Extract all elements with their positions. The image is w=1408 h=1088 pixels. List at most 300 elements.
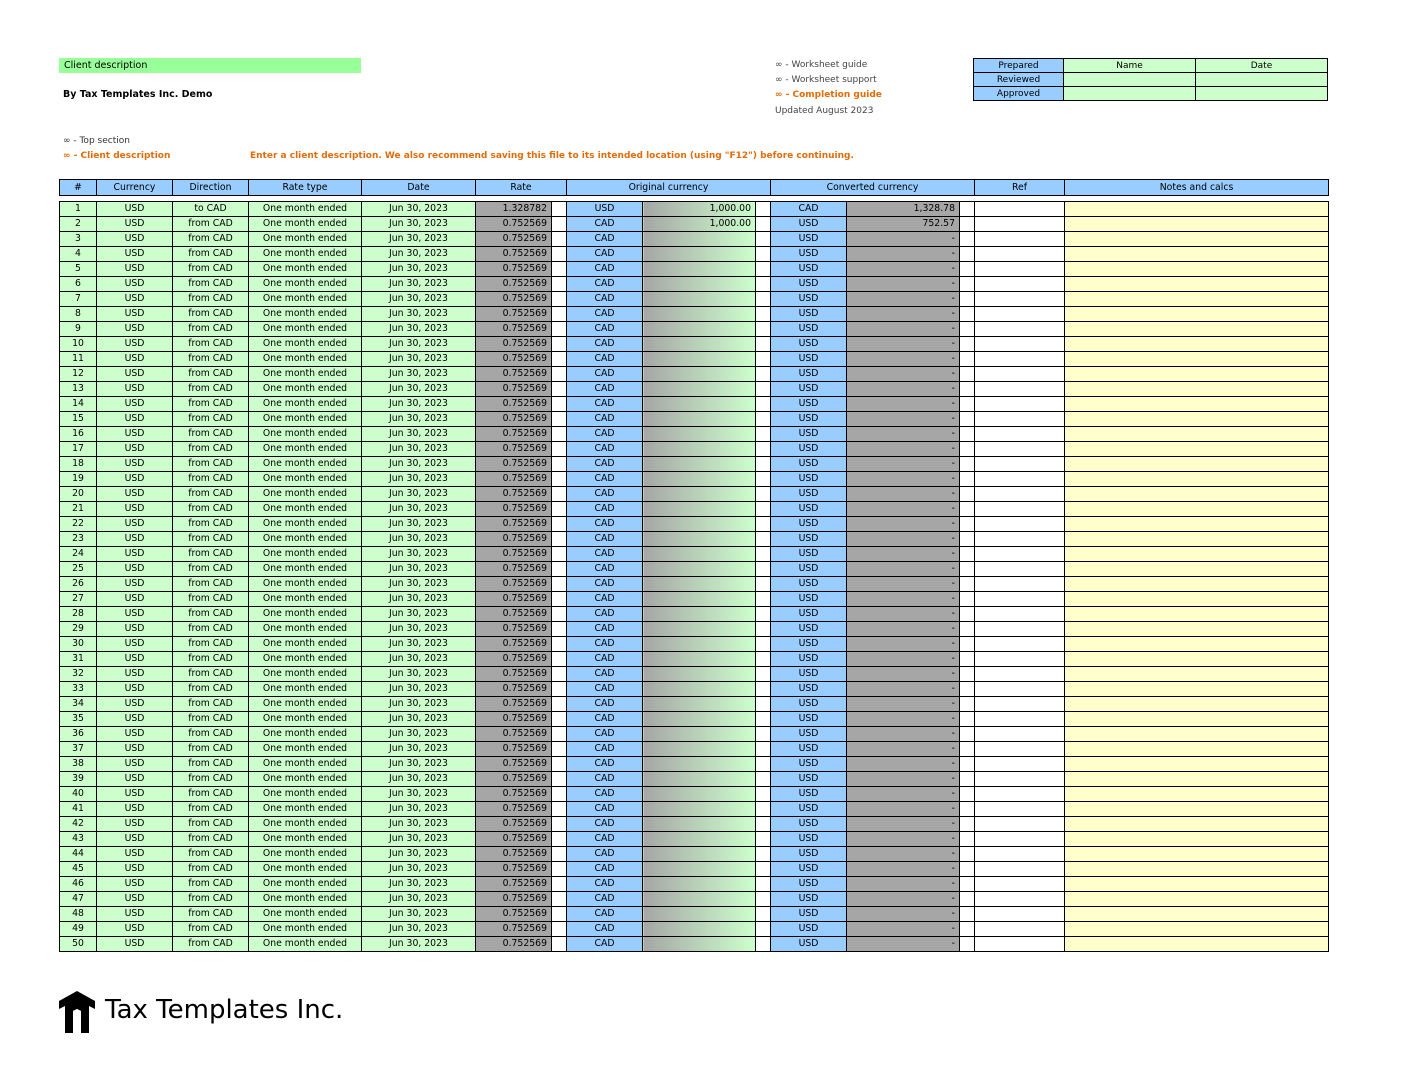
original-amount-cell[interactable]: [643, 697, 756, 712]
currency-cell[interactable]: USD: [97, 592, 173, 607]
date-cell[interactable]: Jun 30, 2023: [362, 922, 476, 937]
direction-cell[interactable]: from CAD: [173, 772, 249, 787]
original-amount-cell[interactable]: [643, 472, 756, 487]
direction-cell[interactable]: from CAD: [173, 787, 249, 802]
notes-cell[interactable]: [1065, 622, 1329, 637]
direction-cell[interactable]: from CAD: [173, 547, 249, 562]
currency-cell[interactable]: USD: [97, 712, 173, 727]
rate-type-cell[interactable]: One month ended: [249, 712, 362, 727]
original-amount-cell[interactable]: [643, 247, 756, 262]
currency-cell[interactable]: USD: [97, 652, 173, 667]
notes-cell[interactable]: [1065, 637, 1329, 652]
rate-type-cell[interactable]: One month ended: [249, 472, 362, 487]
worksheet-support-link[interactable]: ∞ - Worksheet support: [775, 75, 877, 85]
original-amount-cell[interactable]: [643, 667, 756, 682]
date-cell[interactable]: Jun 30, 2023: [362, 457, 476, 472]
date-cell[interactable]: Jun 30, 2023: [362, 802, 476, 817]
signoff-approved-name[interactable]: [1064, 87, 1196, 101]
direction-cell[interactable]: from CAD: [173, 652, 249, 667]
rate-type-cell[interactable]: One month ended: [249, 232, 362, 247]
direction-cell[interactable]: from CAD: [173, 877, 249, 892]
currency-cell[interactable]: USD: [97, 247, 173, 262]
currency-cell[interactable]: USD: [97, 742, 173, 757]
original-amount-cell[interactable]: [643, 487, 756, 502]
direction-cell[interactable]: from CAD: [173, 247, 249, 262]
currency-cell[interactable]: USD: [97, 937, 173, 952]
original-amount-cell[interactable]: [643, 382, 756, 397]
date-cell[interactable]: Jun 30, 2023: [362, 847, 476, 862]
date-cell[interactable]: Jun 30, 2023: [362, 517, 476, 532]
currency-cell[interactable]: USD: [97, 397, 173, 412]
rate-type-cell[interactable]: One month ended: [249, 337, 362, 352]
date-cell[interactable]: Jun 30, 2023: [362, 337, 476, 352]
completion-guide-link[interactable]: ∞ - Completion guide: [775, 90, 882, 100]
original-amount-cell[interactable]: [643, 517, 756, 532]
ref-cell[interactable]: [975, 697, 1065, 712]
currency-cell[interactable]: USD: [97, 802, 173, 817]
date-cell[interactable]: Jun 30, 2023: [362, 292, 476, 307]
original-amount-cell[interactable]: [643, 412, 756, 427]
notes-cell[interactable]: [1065, 712, 1329, 727]
direction-cell[interactable]: from CAD: [173, 217, 249, 232]
direction-cell[interactable]: from CAD: [173, 532, 249, 547]
notes-cell[interactable]: [1065, 697, 1329, 712]
date-cell[interactable]: Jun 30, 2023: [362, 367, 476, 382]
direction-cell[interactable]: from CAD: [173, 307, 249, 322]
ref-cell[interactable]: [975, 562, 1065, 577]
notes-cell[interactable]: [1065, 802, 1329, 817]
original-amount-cell[interactable]: [643, 787, 756, 802]
date-cell[interactable]: Jun 30, 2023: [362, 307, 476, 322]
direction-cell[interactable]: from CAD: [173, 682, 249, 697]
currency-cell[interactable]: USD: [97, 277, 173, 292]
ref-cell[interactable]: [975, 247, 1065, 262]
date-cell[interactable]: Jun 30, 2023: [362, 817, 476, 832]
original-amount-cell[interactable]: [643, 682, 756, 697]
currency-cell[interactable]: USD: [97, 697, 173, 712]
notes-cell[interactable]: [1065, 202, 1329, 217]
rate-type-cell[interactable]: One month ended: [249, 277, 362, 292]
direction-cell[interactable]: from CAD: [173, 457, 249, 472]
date-cell[interactable]: Jun 30, 2023: [362, 907, 476, 922]
original-amount-cell[interactable]: [643, 232, 756, 247]
ref-cell[interactable]: [975, 772, 1065, 787]
date-cell[interactable]: Jun 30, 2023: [362, 382, 476, 397]
date-cell[interactable]: Jun 30, 2023: [362, 532, 476, 547]
date-cell[interactable]: Jun 30, 2023: [362, 622, 476, 637]
ref-cell[interactable]: [975, 847, 1065, 862]
original-amount-cell[interactable]: [643, 712, 756, 727]
ref-cell[interactable]: [975, 922, 1065, 937]
ref-cell[interactable]: [975, 472, 1065, 487]
ref-cell[interactable]: [975, 712, 1065, 727]
direction-cell[interactable]: from CAD: [173, 667, 249, 682]
currency-cell[interactable]: USD: [97, 922, 173, 937]
currency-cell[interactable]: USD: [97, 262, 173, 277]
original-amount-cell[interactable]: [643, 772, 756, 787]
ref-cell[interactable]: [975, 382, 1065, 397]
currency-cell[interactable]: USD: [97, 772, 173, 787]
currency-cell[interactable]: USD: [97, 577, 173, 592]
ref-cell[interactable]: [975, 787, 1065, 802]
notes-cell[interactable]: [1065, 817, 1329, 832]
currency-cell[interactable]: USD: [97, 517, 173, 532]
rate-type-cell[interactable]: One month ended: [249, 637, 362, 652]
direction-cell[interactable]: from CAD: [173, 412, 249, 427]
ref-cell[interactable]: [975, 727, 1065, 742]
original-amount-cell[interactable]: [643, 262, 756, 277]
original-amount-cell[interactable]: [643, 292, 756, 307]
direction-cell[interactable]: from CAD: [173, 352, 249, 367]
direction-cell[interactable]: from CAD: [173, 367, 249, 382]
rate-type-cell[interactable]: One month ended: [249, 922, 362, 937]
rate-type-cell[interactable]: One month ended: [249, 607, 362, 622]
currency-cell[interactable]: USD: [97, 307, 173, 322]
date-cell[interactable]: Jun 30, 2023: [362, 892, 476, 907]
signoff-reviewed-date[interactable]: [1196, 73, 1328, 87]
original-amount-cell[interactable]: [643, 562, 756, 577]
ref-cell[interactable]: [975, 322, 1065, 337]
rate-type-cell[interactable]: One month ended: [249, 577, 362, 592]
original-amount-cell[interactable]: [643, 307, 756, 322]
ref-cell[interactable]: [975, 637, 1065, 652]
notes-cell[interactable]: [1065, 862, 1329, 877]
original-amount-cell[interactable]: [643, 337, 756, 352]
rate-type-cell[interactable]: One month ended: [249, 292, 362, 307]
date-cell[interactable]: Jun 30, 2023: [362, 832, 476, 847]
rate-type-cell[interactable]: One month ended: [249, 562, 362, 577]
rate-type-cell[interactable]: One month ended: [249, 442, 362, 457]
date-cell[interactable]: Jun 30, 2023: [362, 427, 476, 442]
notes-cell[interactable]: [1065, 877, 1329, 892]
original-amount-cell[interactable]: [643, 457, 756, 472]
direction-cell[interactable]: from CAD: [173, 607, 249, 622]
rate-type-cell[interactable]: One month ended: [249, 862, 362, 877]
currency-cell[interactable]: USD: [97, 427, 173, 442]
original-amount-cell[interactable]: [643, 502, 756, 517]
notes-cell[interactable]: [1065, 337, 1329, 352]
top-section-link[interactable]: ∞ - Top section: [63, 136, 130, 146]
direction-cell[interactable]: from CAD: [173, 292, 249, 307]
original-amount-cell[interactable]: [643, 727, 756, 742]
notes-cell[interactable]: [1065, 367, 1329, 382]
notes-cell[interactable]: [1065, 397, 1329, 412]
ref-cell[interactable]: [975, 547, 1065, 562]
rate-type-cell[interactable]: One month ended: [249, 262, 362, 277]
currency-cell[interactable]: USD: [97, 892, 173, 907]
rate-type-cell[interactable]: One month ended: [249, 772, 362, 787]
notes-cell[interactable]: [1065, 487, 1329, 502]
notes-cell[interactable]: [1065, 607, 1329, 622]
original-amount-cell[interactable]: [643, 322, 756, 337]
ref-cell[interactable]: [975, 337, 1065, 352]
date-cell[interactable]: Jun 30, 2023: [362, 862, 476, 877]
direction-cell[interactable]: from CAD: [173, 322, 249, 337]
notes-cell[interactable]: [1065, 727, 1329, 742]
rate-type-cell[interactable]: One month ended: [249, 802, 362, 817]
original-amount-cell[interactable]: [643, 607, 756, 622]
direction-cell[interactable]: from CAD: [173, 592, 249, 607]
original-amount-cell[interactable]: [643, 397, 756, 412]
date-cell[interactable]: Jun 30, 2023: [362, 712, 476, 727]
date-cell[interactable]: Jun 30, 2023: [362, 442, 476, 457]
date-cell[interactable]: Jun 30, 2023: [362, 352, 476, 367]
date-cell[interactable]: Jun 30, 2023: [362, 472, 476, 487]
rate-type-cell[interactable]: One month ended: [249, 892, 362, 907]
rate-type-cell[interactable]: One month ended: [249, 652, 362, 667]
notes-cell[interactable]: [1065, 262, 1329, 277]
notes-cell[interactable]: [1065, 787, 1329, 802]
original-amount-cell[interactable]: [643, 847, 756, 862]
original-amount-cell[interactable]: 1,000.00: [643, 202, 756, 217]
notes-cell[interactable]: [1065, 217, 1329, 232]
date-cell[interactable]: Jun 30, 2023: [362, 667, 476, 682]
direction-cell[interactable]: from CAD: [173, 472, 249, 487]
currency-cell[interactable]: USD: [97, 382, 173, 397]
ref-cell[interactable]: [975, 307, 1065, 322]
direction-cell[interactable]: from CAD: [173, 442, 249, 457]
rate-type-cell[interactable]: One month ended: [249, 412, 362, 427]
currency-cell[interactable]: USD: [97, 352, 173, 367]
direction-cell[interactable]: from CAD: [173, 817, 249, 832]
original-amount-cell[interactable]: [643, 277, 756, 292]
date-cell[interactable]: Jun 30, 2023: [362, 937, 476, 952]
direction-cell[interactable]: from CAD: [173, 517, 249, 532]
rate-type-cell[interactable]: One month ended: [249, 907, 362, 922]
direction-cell[interactable]: from CAD: [173, 262, 249, 277]
direction-cell[interactable]: from CAD: [173, 277, 249, 292]
original-amount-cell[interactable]: [643, 427, 756, 442]
rate-type-cell[interactable]: One month ended: [249, 427, 362, 442]
notes-cell[interactable]: [1065, 832, 1329, 847]
notes-cell[interactable]: [1065, 517, 1329, 532]
date-cell[interactable]: Jun 30, 2023: [362, 487, 476, 502]
direction-cell[interactable]: from CAD: [173, 382, 249, 397]
ref-cell[interactable]: [975, 577, 1065, 592]
ref-cell[interactable]: [975, 622, 1065, 637]
currency-cell[interactable]: USD: [97, 877, 173, 892]
date-cell[interactable]: Jun 30, 2023: [362, 562, 476, 577]
original-amount-cell[interactable]: [643, 802, 756, 817]
notes-cell[interactable]: [1065, 652, 1329, 667]
rate-type-cell[interactable]: One month ended: [249, 682, 362, 697]
currency-cell[interactable]: USD: [97, 487, 173, 502]
currency-cell[interactable]: USD: [97, 607, 173, 622]
notes-cell[interactable]: [1065, 442, 1329, 457]
direction-cell[interactable]: from CAD: [173, 562, 249, 577]
rate-type-cell[interactable]: One month ended: [249, 487, 362, 502]
currency-cell[interactable]: USD: [97, 727, 173, 742]
direction-cell[interactable]: from CAD: [173, 697, 249, 712]
rate-type-cell[interactable]: One month ended: [249, 457, 362, 472]
date-cell[interactable]: Jun 30, 2023: [362, 232, 476, 247]
direction-cell[interactable]: from CAD: [173, 622, 249, 637]
date-cell[interactable]: Jun 30, 2023: [362, 682, 476, 697]
notes-cell[interactable]: [1065, 772, 1329, 787]
original-amount-cell[interactable]: 1,000.00: [643, 217, 756, 232]
notes-cell[interactable]: [1065, 307, 1329, 322]
rate-type-cell[interactable]: One month ended: [249, 367, 362, 382]
notes-cell[interactable]: [1065, 382, 1329, 397]
date-cell[interactable]: Jun 30, 2023: [362, 412, 476, 427]
date-cell[interactable]: Jun 30, 2023: [362, 202, 476, 217]
currency-cell[interactable]: USD: [97, 832, 173, 847]
currency-cell[interactable]: USD: [97, 757, 173, 772]
currency-cell[interactable]: USD: [97, 367, 173, 382]
ref-cell[interactable]: [975, 652, 1065, 667]
notes-cell[interactable]: [1065, 292, 1329, 307]
rate-type-cell[interactable]: One month ended: [249, 787, 362, 802]
client-description-field[interactable]: Client description: [59, 58, 361, 73]
notes-cell[interactable]: [1065, 532, 1329, 547]
date-cell[interactable]: Jun 30, 2023: [362, 322, 476, 337]
ref-cell[interactable]: [975, 877, 1065, 892]
notes-cell[interactable]: [1065, 742, 1329, 757]
date-cell[interactable]: Jun 30, 2023: [362, 217, 476, 232]
ref-cell[interactable]: [975, 532, 1065, 547]
notes-cell[interactable]: [1065, 352, 1329, 367]
ref-cell[interactable]: [975, 802, 1065, 817]
currency-cell[interactable]: USD: [97, 202, 173, 217]
ref-cell[interactable]: [975, 682, 1065, 697]
ref-cell[interactable]: [975, 907, 1065, 922]
direction-cell[interactable]: from CAD: [173, 397, 249, 412]
currency-cell[interactable]: USD: [97, 502, 173, 517]
notes-cell[interactable]: [1065, 757, 1329, 772]
rate-type-cell[interactable]: One month ended: [249, 397, 362, 412]
notes-cell[interactable]: [1065, 547, 1329, 562]
original-amount-cell[interactable]: [643, 892, 756, 907]
ref-cell[interactable]: [975, 832, 1065, 847]
rate-type-cell[interactable]: One month ended: [249, 592, 362, 607]
ref-cell[interactable]: [975, 397, 1065, 412]
currency-cell[interactable]: USD: [97, 322, 173, 337]
date-cell[interactable]: Jun 30, 2023: [362, 772, 476, 787]
currency-cell[interactable]: USD: [97, 337, 173, 352]
notes-cell[interactable]: [1065, 427, 1329, 442]
ref-cell[interactable]: [975, 517, 1065, 532]
currency-cell[interactable]: USD: [97, 817, 173, 832]
ref-cell[interactable]: [975, 367, 1065, 382]
rate-type-cell[interactable]: One month ended: [249, 847, 362, 862]
original-amount-cell[interactable]: [643, 832, 756, 847]
direction-cell[interactable]: from CAD: [173, 502, 249, 517]
currency-cell[interactable]: USD: [97, 862, 173, 877]
date-cell[interactable]: Jun 30, 2023: [362, 277, 476, 292]
original-amount-cell[interactable]: [643, 547, 756, 562]
ref-cell[interactable]: [975, 292, 1065, 307]
ref-cell[interactable]: [975, 742, 1065, 757]
rate-type-cell[interactable]: One month ended: [249, 622, 362, 637]
signoff-approved-date[interactable]: [1196, 87, 1328, 101]
notes-cell[interactable]: [1065, 682, 1329, 697]
ref-cell[interactable]: [975, 502, 1065, 517]
currency-cell[interactable]: USD: [97, 787, 173, 802]
rate-type-cell[interactable]: One month ended: [249, 697, 362, 712]
date-cell[interactable]: Jun 30, 2023: [362, 502, 476, 517]
notes-cell[interactable]: [1065, 667, 1329, 682]
currency-cell[interactable]: USD: [97, 292, 173, 307]
original-amount-cell[interactable]: [643, 922, 756, 937]
currency-cell[interactable]: USD: [97, 412, 173, 427]
notes-cell[interactable]: [1065, 277, 1329, 292]
notes-cell[interactable]: [1065, 472, 1329, 487]
ref-cell[interactable]: [975, 862, 1065, 877]
rate-type-cell[interactable]: One month ended: [249, 742, 362, 757]
ref-cell[interactable]: [975, 262, 1065, 277]
worksheet-guide-link[interactable]: ∞ - Worksheet guide: [775, 60, 868, 70]
direction-cell[interactable]: from CAD: [173, 832, 249, 847]
currency-cell[interactable]: USD: [97, 622, 173, 637]
direction-cell[interactable]: from CAD: [173, 637, 249, 652]
date-cell[interactable]: Jun 30, 2023: [362, 397, 476, 412]
rate-type-cell[interactable]: One month ended: [249, 322, 362, 337]
original-amount-cell[interactable]: [643, 367, 756, 382]
direction-cell[interactable]: from CAD: [173, 427, 249, 442]
currency-cell[interactable]: USD: [97, 847, 173, 862]
date-cell[interactable]: Jun 30, 2023: [362, 637, 476, 652]
notes-cell[interactable]: [1065, 847, 1329, 862]
direction-cell[interactable]: from CAD: [173, 727, 249, 742]
direction-cell[interactable]: from CAD: [173, 487, 249, 502]
ref-cell[interactable]: [975, 937, 1065, 952]
currency-cell[interactable]: USD: [97, 907, 173, 922]
rate-type-cell[interactable]: One month ended: [249, 547, 362, 562]
original-amount-cell[interactable]: [643, 637, 756, 652]
rate-type-cell[interactable]: One month ended: [249, 247, 362, 262]
ref-cell[interactable]: [975, 607, 1065, 622]
notes-cell[interactable]: [1065, 247, 1329, 262]
notes-cell[interactable]: [1065, 922, 1329, 937]
notes-cell[interactable]: [1065, 562, 1329, 577]
rate-type-cell[interactable]: One month ended: [249, 517, 362, 532]
rate-type-cell[interactable]: One month ended: [249, 727, 362, 742]
date-cell[interactable]: Jun 30, 2023: [362, 607, 476, 622]
ref-cell[interactable]: [975, 457, 1065, 472]
direction-cell[interactable]: from CAD: [173, 922, 249, 937]
rate-type-cell[interactable]: One month ended: [249, 307, 362, 322]
rate-type-cell[interactable]: One month ended: [249, 832, 362, 847]
ref-cell[interactable]: [975, 667, 1065, 682]
original-amount-cell[interactable]: [643, 352, 756, 367]
ref-cell[interactable]: [975, 427, 1065, 442]
original-amount-cell[interactable]: [643, 622, 756, 637]
rate-type-cell[interactable]: One month ended: [249, 217, 362, 232]
ref-cell[interactable]: [975, 817, 1065, 832]
direction-cell[interactable]: from CAD: [173, 712, 249, 727]
date-cell[interactable]: Jun 30, 2023: [362, 787, 476, 802]
notes-cell[interactable]: [1065, 457, 1329, 472]
notes-cell[interactable]: [1065, 907, 1329, 922]
currency-cell[interactable]: USD: [97, 217, 173, 232]
date-cell[interactable]: Jun 30, 2023: [362, 727, 476, 742]
direction-cell[interactable]: from CAD: [173, 757, 249, 772]
date-cell[interactable]: Jun 30, 2023: [362, 547, 476, 562]
currency-cell[interactable]: USD: [97, 547, 173, 562]
notes-cell[interactable]: [1065, 592, 1329, 607]
direction-cell[interactable]: from CAD: [173, 577, 249, 592]
original-amount-cell[interactable]: [643, 742, 756, 757]
notes-cell[interactable]: [1065, 937, 1329, 952]
ref-cell[interactable]: [975, 892, 1065, 907]
currency-cell[interactable]: USD: [97, 472, 173, 487]
original-amount-cell[interactable]: [643, 817, 756, 832]
direction-cell[interactable]: from CAD: [173, 862, 249, 877]
direction-cell[interactable]: from CAD: [173, 742, 249, 757]
original-amount-cell[interactable]: [643, 907, 756, 922]
rate-type-cell[interactable]: One month ended: [249, 817, 362, 832]
rate-type-cell[interactable]: One month ended: [249, 532, 362, 547]
